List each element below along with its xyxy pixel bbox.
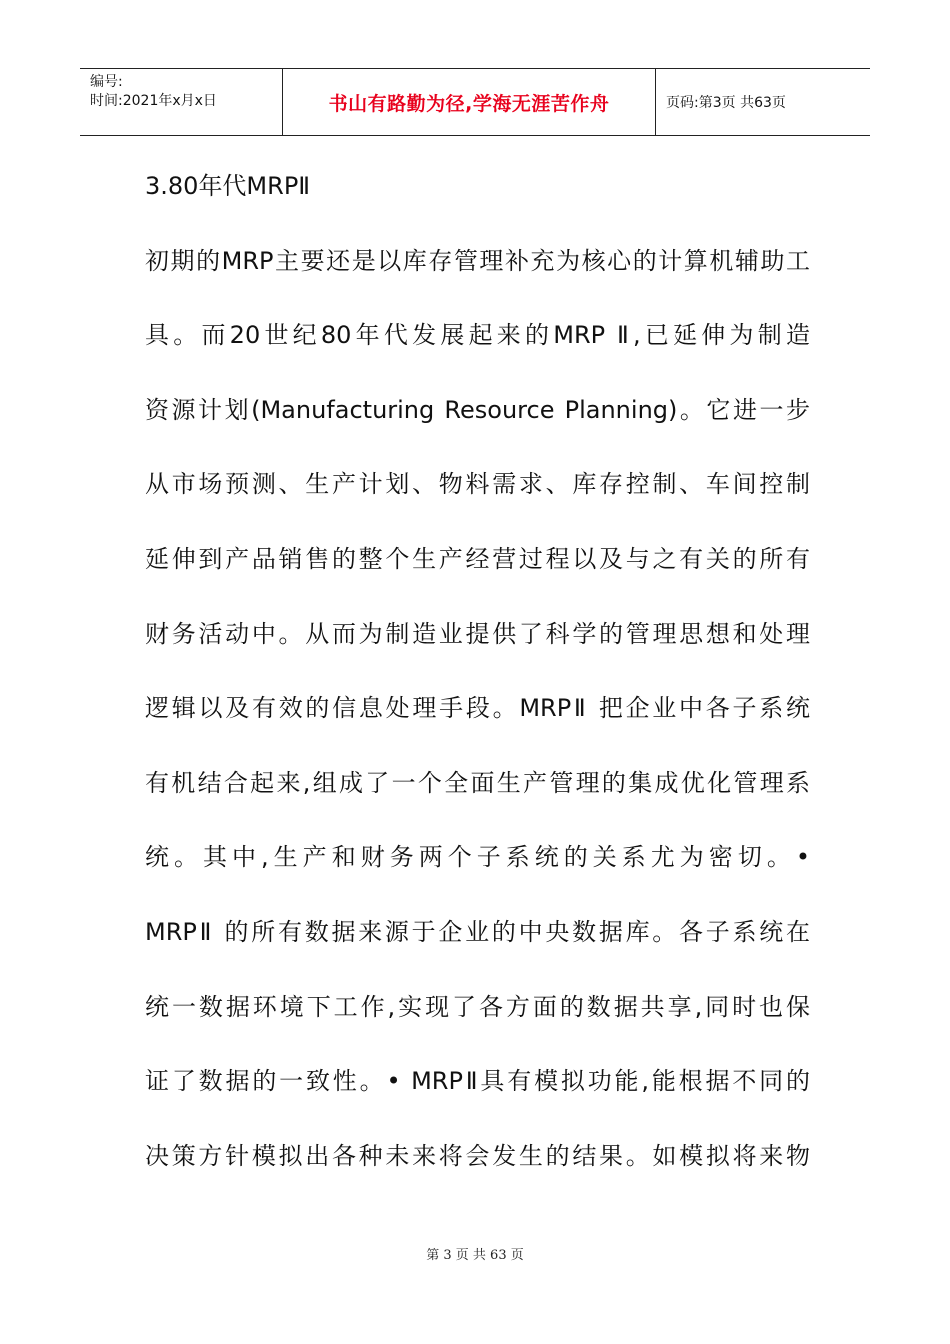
- header-page-label: 页码:第3页 共63页: [666, 95, 786, 111]
- document-body: [145, 158, 810, 1202]
- body-line: 延伸到产品销售的整个生产经营过程以及与之有关的所有: [145, 544, 810, 573]
- body-line: 具。而20世纪80年代发展起来的MRP Ⅱ,已延伸为制造: [145, 321, 810, 350]
- document-header: [80, 68, 870, 136]
- body-line: 统一数据环境下工作,实现了各方面的数据共享,同时也保: [145, 992, 810, 1021]
- page-footer: 第 3 页 共 63 页: [426, 1248, 524, 1263]
- header-meta: [80, 69, 282, 135]
- body-line: 逻辑以及有效的信息处理手段。MRPⅡ 把企业中各子系统: [145, 694, 810, 723]
- body-line: 统。其中,生产和财务两个子系统的关系尤为密切。•: [145, 843, 810, 872]
- body-line: 决策方针模拟出各种未来将会发生的结果。如模拟将来物: [145, 1141, 810, 1170]
- body-line: MRPⅡ 的所有数据来源于企业的中央数据库。各子系统在: [145, 917, 810, 946]
- body-line: 财务活动中。从而为制造业提供了科学的管理思想和处理: [145, 619, 810, 648]
- section-heading: 3.80年代MRPⅡ: [145, 172, 311, 200]
- body-line: 有机结合起来,组成了一个全面生产管理的集成优化管理系: [145, 768, 810, 797]
- document-time-label: 时间:2021年x月x日: [90, 93, 217, 109]
- header-motto: 书山有路勤为径,学海无涯苦作舟: [282, 69, 656, 135]
- body-line: 从市场预测、生产计划、物料需求、库存控制、车间控制: [145, 470, 810, 499]
- body-line: 证了数据的一致性。• MRPⅡ具有模拟功能,能根据不同的: [145, 1067, 810, 1096]
- document-number-label: 编号:: [90, 74, 123, 90]
- body-line: 初期的MRP主要还是以库存管理补充为核心的计算机辅助工: [145, 246, 810, 275]
- body-line: 资源计划(Manufacturing Resource Planning)。它进一步: [145, 395, 810, 424]
